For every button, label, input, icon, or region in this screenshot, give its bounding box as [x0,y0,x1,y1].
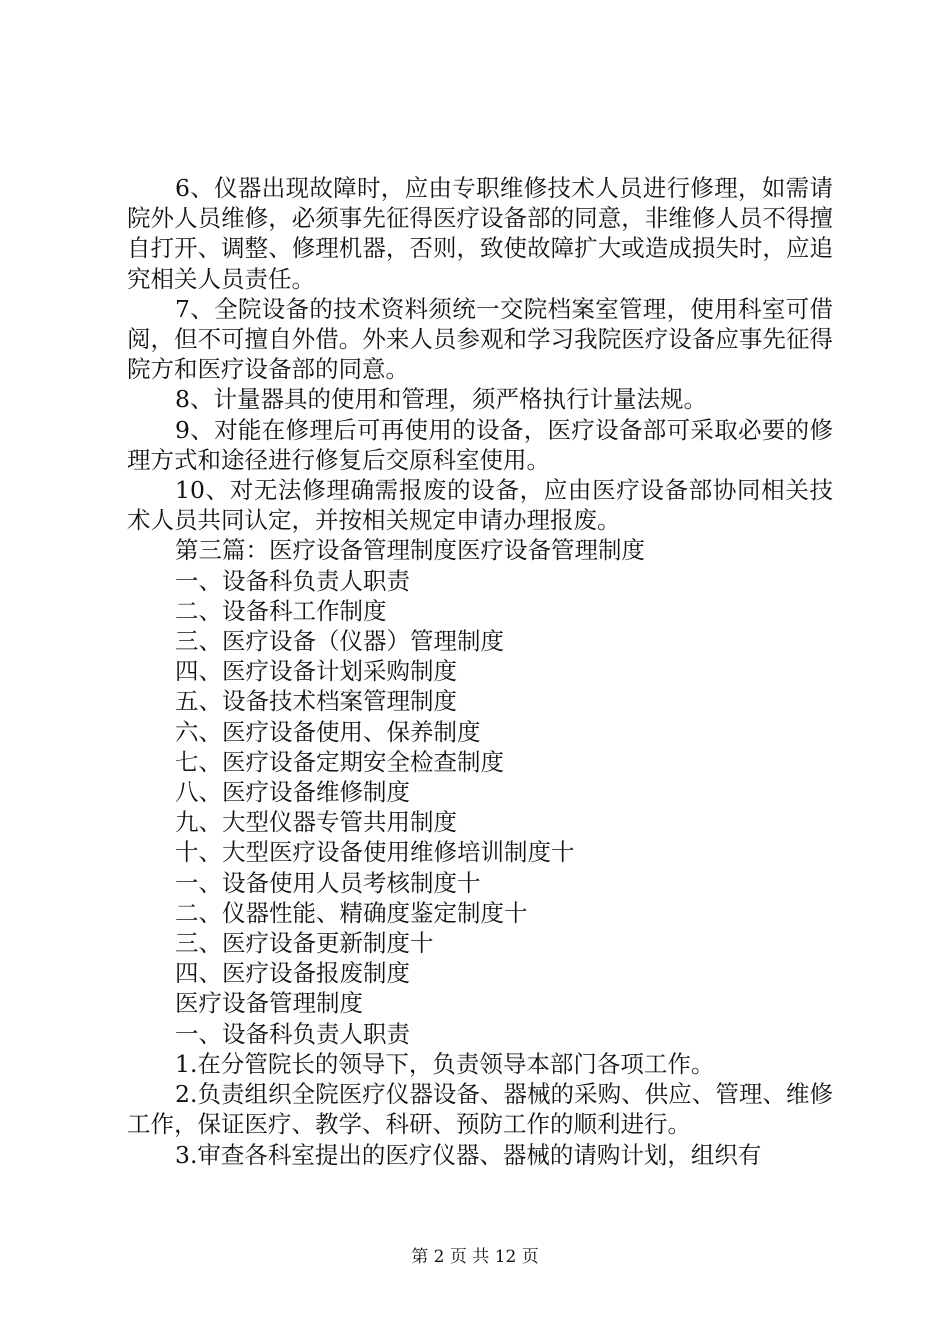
duty-item-1: 1.在分管院长的领导下，负责领导本部门各项工作。 [175,1049,715,1078]
toc-item: 一、设备使用人员考核制度十 [175,868,481,897]
toc-item: 二、仪器性能、精确度鉴定制度十 [175,898,528,927]
section-heading: 第三篇：医疗设备管理制度医疗设备管理制度 [175,536,645,565]
paragraph-item-10: 10、对无法修理确需报废的设备，应由医疗设备部协同相关技术人员共同认定，并按相关规定申请办理报废。 [127,476,833,535]
page-number-label: 第 2 页 共 12 页 [411,1247,539,1267]
subsection-title: 医疗设备管理制度 [175,989,363,1018]
duty-item-2: 2.负责组织全院医疗仪器设备、器械的采购、供应、管理、维修工作，保证医疗、教学、科研、预防工作的顺利进行。 [127,1080,833,1139]
toc-item: 五、设备技术档案管理制度 [175,687,457,716]
toc-item: 六、医疗设备使用、保养制度 [175,717,481,746]
paragraph-item-9: 9、对能在修理后可再使用的设备，医疗设备部可采取必要的修理方式和途径进行修复后交原科室使用。 [127,415,833,474]
toc-item: 三、医疗设备更新制度十 [175,929,434,958]
subsection-heading: 一、设备科负责人职责 [175,1019,410,1048]
toc-item: 一、设备科负责人职责 [175,566,410,595]
toc-item: 九、大型仪器专管共用制度 [175,808,457,837]
page-footer [0,1246,950,1268]
toc-item: 四、医疗设备计划采购制度 [175,657,457,686]
toc-item: 三、医疗设备（仪器）管理制度 [175,627,504,656]
paragraph-item-8: 8、计量器具的使用和管理，须严格执行计量法规。 [175,385,707,414]
toc-item: 八、医疗设备维修制度 [175,778,410,807]
paragraph-item-6: 6、仪器出现故障时，应由专职维修技术人员进行修理，如需请院外人员维修，必须事先征得医疗设备部的同意，非维修人员不得擅自打开、调整、修理机器，否则，致使故障扩大或造成损失时，应追究相关人员责任。 [127,174,833,293]
toc-item: 四、医疗设备报废制度 [175,959,410,988]
duty-item-3: 3.审查各科室提出的医疗仪器、器械的请购计划，组织有 [175,1140,762,1169]
toc-item: 七、医疗设备定期安全检查制度 [175,747,504,776]
toc-item: 十、大型医疗设备使用维修培训制度十 [175,838,575,867]
document-body [127,173,833,1170]
toc-item: 二、设备科工作制度 [175,596,387,625]
paragraph-item-7: 7、全院设备的技术资料须统一交院档案室管理，使用科室可借阅，但不可擅自外借。外来人员参观和学习我院医疗设备应事先征得院方和医疗设备部的同意。 [127,294,833,384]
